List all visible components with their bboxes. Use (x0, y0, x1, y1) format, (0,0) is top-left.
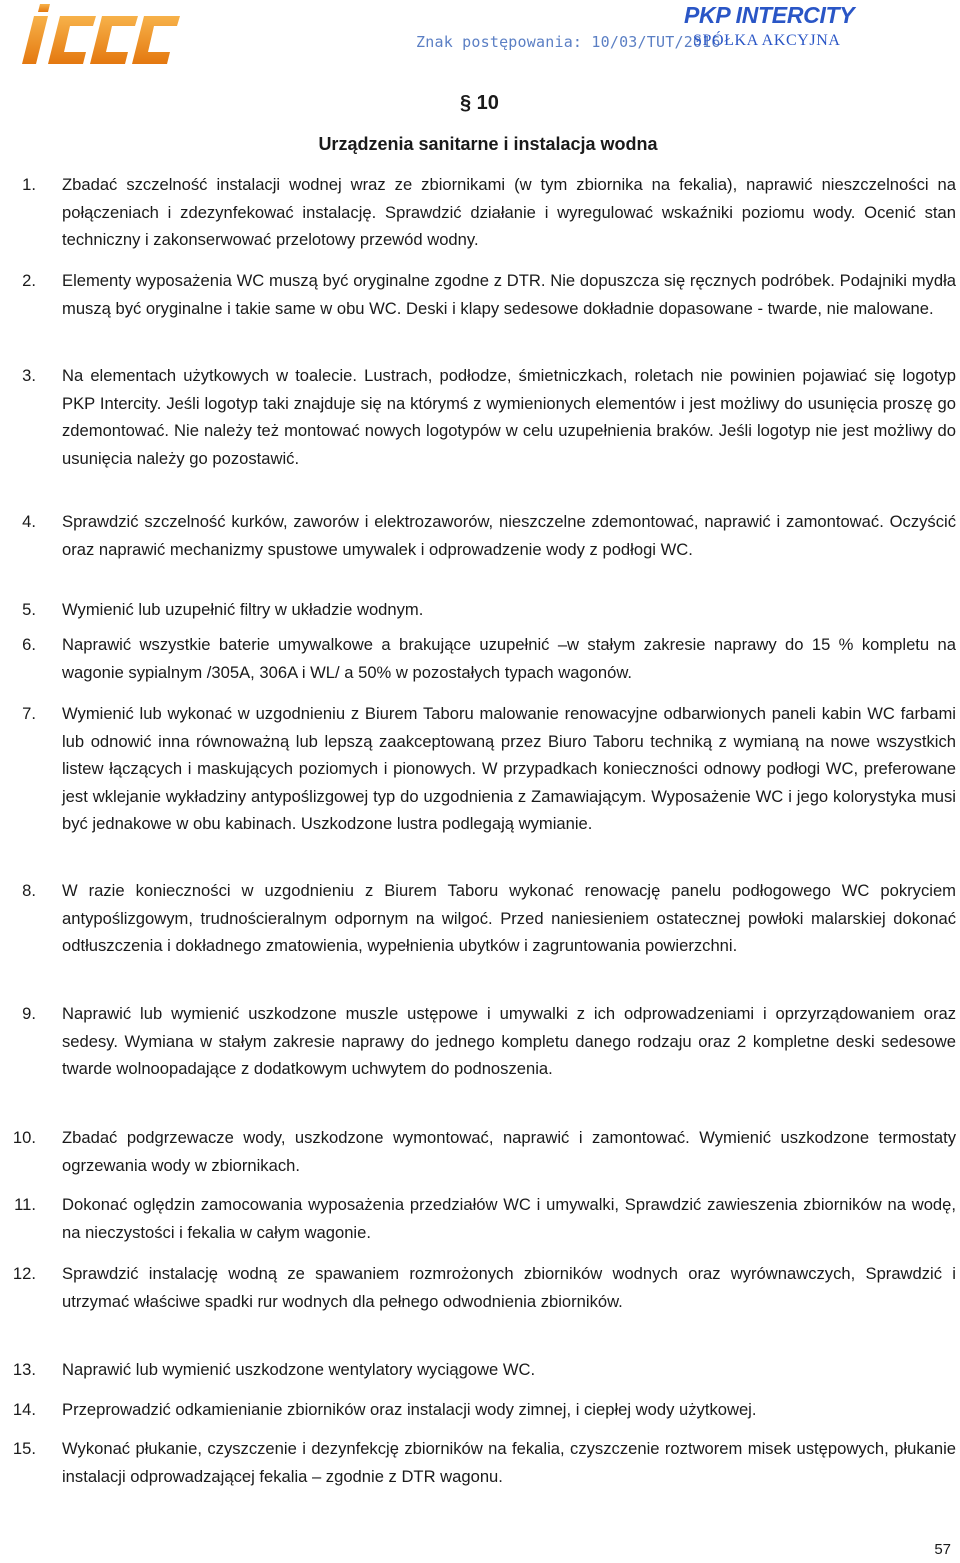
list-item-text: Sprawdzić instalację wodną ze spawaniem rozmrożonych zbiorników wodnych oraz wyrównawczych, Sprawdzić i utrzymać właściwe spadki rur wodnych dla pełnego odwodnienia zbiorników. (62, 1264, 956, 1311)
iccc-logo (20, 2, 190, 66)
reference-number: Znak postępowania: 10/03/TUT/2016 (416, 33, 721, 51)
list-item-text: Na elementach użytkowych w toalecie. Lustrach, podłodze, śmietniczkach, roletach nie powinien pojawiać się logotyp PKP Intercity. Jeśli logotyp taki znajduje się na którymś z wymienionych elementów i jest możliwy do usunięcia proszę go zdemontować. Nie należy też montować nowych logotypów w celu uzupełnienia braków. Jeśli logotyp nie jest możliwy do usunięcia należy go pozostawić. (62, 366, 956, 468)
list-item-text: Naprawić lub wymienić uszkodzone wentylatory wyciągowe WC. (62, 1360, 536, 1379)
list-item-number: 6. (22, 635, 36, 654)
list-item-number: 2. (22, 271, 36, 290)
list-item-number: 10. (12, 1128, 36, 1147)
list-item-text: Sprawdzić szczelność kurków, zaworów i elektrozaworów, nieszczelne zdemontować, naprawić i zamontować. Oczyścić oraz naprawić mechanizmy spustowe umywalek i odprowadzenie wody z podłogi WC. (62, 512, 956, 559)
list-item-number: 8. (22, 881, 36, 900)
list-item-number: 14. (12, 1400, 36, 1419)
list-item-number: 12. (12, 1264, 36, 1283)
section-number: § 10 (460, 92, 499, 114)
page-header (0, 0, 960, 72)
list-item-text: W razie konieczności w uzgodnieniu z Biurem Taboru wykonać renowację panelu podłogowego WC pokryciem antypoślizgowym, trudnościeralnym odpornym na wilgoć. Przed naniesieniem ostatecznej powłoki malarskiej dokonać odtłuszczenia i dokładnego zmatowienia, wypełnienia ubytków i zagruntowania powierzchni. (62, 881, 956, 955)
list-item-text: Dokonać oględzin zamocowania wyposażenia przedziałów WC i umywalki, Sprawdzić zawieszenia zbiorników na wodę, na nieczystości i fekalia w całym wagonie. (62, 1195, 956, 1242)
list-item-number: 15. (12, 1439, 36, 1458)
brand-name: PKP INTERCITY (684, 2, 855, 28)
list-item-number: 9. (22, 1004, 36, 1023)
page-number: 57 (934, 1541, 951, 1558)
list-item-text: Naprawić lub wymienić uszkodzone muszle ustępowe i umywalki z ich odprowadzeniami i oprzyrządowaniem oraz sedesy. Wymiana w stałym zakresie naprawy do jednego kompletu danego rodzaju oraz 2 kompletne deski sedesowe twarde wolnoopadające z dodatkowym uchwytem do podnoszenia. (62, 1004, 956, 1078)
list-item-number: 1. (22, 175, 36, 194)
list-item-number: 4. (22, 512, 36, 531)
list-item-number: 11. (14, 1195, 36, 1214)
list-item-number: 7. (22, 704, 36, 723)
list-item-text: Wymienić lub wykonać w uzgodnieniu z Biurem Taboru malowanie renowacyjne odbarwionych paneli kabin WC farbami lub odnowić inna równoważną lub lepszą zaakceptowaną przez Biuro Taboru techniką z wymianą na nowe wszystkich listew łączących i maskujących poziomych i pionowych. W przypadkach konieczności odnowy podłogi WC, preferowane jest wklejanie wykładziny antypoślizgowej typ do uzgodnienia z Zamawiającym. Wyposażenie WC i jego kolorystyka musi być jednakowe w obu kabinach. Uszkodzone lustra podlegają wymianie. (62, 704, 956, 833)
list-item-text: Przeprowadzić odkamienianie zbiorników oraz instalacji wody zimnej, i ciepłej wody użytkowej. (62, 1400, 757, 1419)
list-item-number: 3. (22, 366, 36, 385)
list-item-text: Wykonać płukanie, czyszczenie i dezynfekcję zbiorników na fekalia, czyszczenie roztworem misek ustępowych, płukanie instalacji odprowadzającej fekalia – zgodnie z DTR wagonu. (62, 1439, 956, 1486)
brand-subtitle: SPÓŁKA AKCYJNA (693, 32, 841, 49)
list-item-number: 13. (12, 1360, 36, 1379)
list-item-text: Zbadać podgrzewacze wody, uszkodzone wymontować, naprawić i zamontować. Wymienić uszkodzone termostaty ogrzewania wody w zbiornikach. (62, 1128, 956, 1175)
list-item-text: Wymienić lub uzupełnić filtry w układzie wodnym. (62, 600, 424, 619)
list-item-text: Zbadać szczelność instalacji wodnej wraz ze zbiornikami (w tym zbiornika na fekalia), naprawić nieszczelności na połączeniach i zdezynfekować instalację. Sprawdzić działanie i wyregulować wskaźniki poziomu wody. Ocenić stan techniczny i zakonserwować przelotowy przewód wodny. (62, 175, 956, 249)
section-title: Urządzenia sanitarne i instalacja wodna (318, 134, 658, 154)
list-item-text: Naprawić wszystkie baterie umywalkowe a brakujące uzupełnić –w stałym zakresie naprawy do 15 % kompletu na wagonie sypialnym /305A, 306A i WL/ a 50% w pozostałych typach wagonów. (62, 635, 956, 682)
list-item-number: 5. (22, 600, 36, 619)
list-item-text: Elementy wyposażenia WC muszą być oryginalne zgodne z DTR. Nie dopuszcza się ręcznych podróbek. Podajniki mydła muszą być oryginalne i takie same w obu WC. Deski i klapy sedesowe dokładnie dopasowane - twarde, nie malowane. (62, 271, 956, 318)
